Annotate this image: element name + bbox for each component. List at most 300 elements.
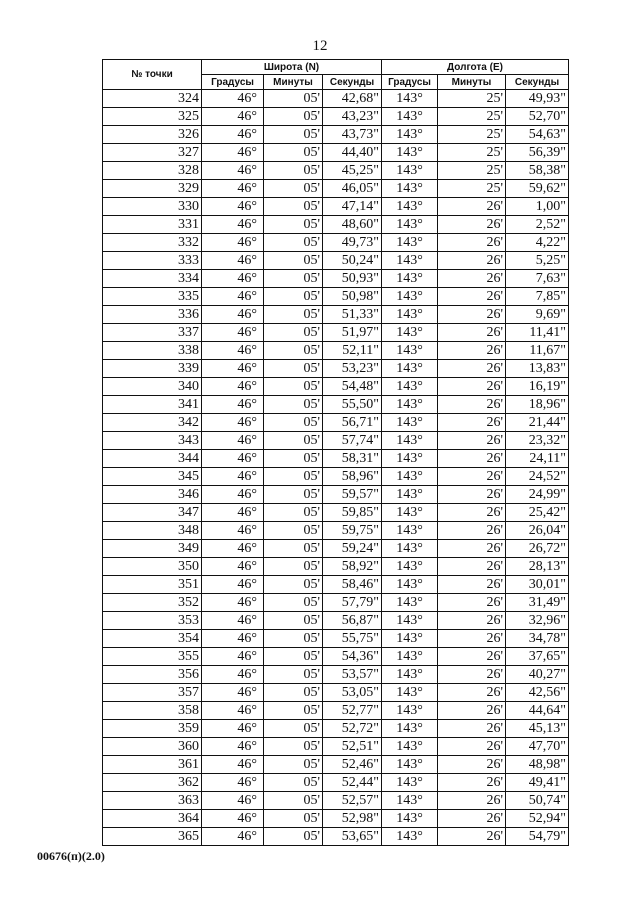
latitude-minutes-cell: 05' [264, 828, 323, 846]
latitude-seconds-cell: 43,73" [323, 126, 382, 144]
longitude-seconds-cell: 30,01" [506, 576, 569, 594]
latitude-minutes-cell: 05' [264, 468, 323, 486]
longitude-degrees-cell: 143° [382, 108, 438, 126]
latitude-minutes-cell: 05' [264, 504, 323, 522]
latitude-degrees-cell: 46° [202, 108, 264, 126]
latitude-seconds-cell: 50,93" [323, 270, 382, 288]
point-number-header: № точки [103, 60, 202, 90]
latitude-minutes-cell: 05' [264, 630, 323, 648]
table-row [103, 630, 569, 648]
latitude-degrees-cell: 46° [202, 630, 264, 648]
latitude-degrees-cell: 46° [202, 468, 264, 486]
longitude-seconds-cell: 23,32" [506, 432, 569, 450]
table-row [103, 234, 569, 252]
point-number-cell: 329 [103, 180, 202, 198]
latitude-minutes-cell: 05' [264, 792, 323, 810]
point-number-cell: 363 [103, 792, 202, 810]
longitude-seconds-cell: 48,98" [506, 756, 569, 774]
table-row [103, 702, 569, 720]
longitude-minutes-cell: 26' [438, 450, 506, 468]
longitude-minutes-cell: 26' [438, 702, 506, 720]
longitude-minutes-cell: 26' [438, 378, 506, 396]
latitude-minutes-cell: 05' [264, 162, 323, 180]
longitude-seconds-cell: 7,85" [506, 288, 569, 306]
longitude-degrees-cell: 143° [382, 558, 438, 576]
longitude-seconds-cell: 49,93" [506, 90, 569, 108]
point-number-cell: 341 [103, 396, 202, 414]
latitude-minutes-cell: 05' [264, 396, 323, 414]
longitude-seconds-cell: 54,79" [506, 828, 569, 846]
longitude-minutes-cell: 26' [438, 684, 506, 702]
longitude-minutes-cell: 26' [438, 306, 506, 324]
longitude-degrees-cell: 143° [382, 198, 438, 216]
longitude-minutes-cell: 26' [438, 648, 506, 666]
longitude-degrees-cell: 143° [382, 126, 438, 144]
latitude-degrees-cell: 46° [202, 360, 264, 378]
latitude-degrees-cell: 46° [202, 558, 264, 576]
table-row [103, 558, 569, 576]
table-row [103, 396, 569, 414]
latitude-minutes-cell: 05' [264, 432, 323, 450]
latitude-degrees-cell: 46° [202, 126, 264, 144]
table-row [103, 720, 569, 738]
longitude-seconds-cell: 5,25" [506, 252, 569, 270]
longitude-seconds-cell: 24,99" [506, 486, 569, 504]
longitude-degrees-cell: 143° [382, 252, 438, 270]
point-number-cell: 349 [103, 540, 202, 558]
latitude-degrees-cell: 46° [202, 612, 264, 630]
latitude-degrees-cell: 46° [202, 594, 264, 612]
longitude-seconds-cell: 52,94" [506, 810, 569, 828]
longitude-seconds-cell: 40,27" [506, 666, 569, 684]
table-row [103, 90, 569, 108]
latitude-degrees-cell: 46° [202, 720, 264, 738]
point-number-cell: 332 [103, 234, 202, 252]
table-row [103, 594, 569, 612]
longitude-degrees-cell: 143° [382, 270, 438, 288]
table-row [103, 468, 569, 486]
longitude-minutes-cell: 25' [438, 144, 506, 162]
point-number-cell: 328 [103, 162, 202, 180]
latitude-seconds-cell: 43,23" [323, 108, 382, 126]
latitude-minutes-header: Минуты [264, 75, 323, 90]
latitude-seconds-cell: 52,44" [323, 774, 382, 792]
latitude-minutes-cell: 05' [264, 360, 323, 378]
longitude-minutes-cell: 26' [438, 792, 506, 810]
longitude-seconds-cell: 37,65" [506, 648, 569, 666]
longitude-degrees-cell: 143° [382, 216, 438, 234]
table-row [103, 666, 569, 684]
latitude-degrees-cell: 46° [202, 522, 264, 540]
longitude-seconds-cell: 58,38" [506, 162, 569, 180]
longitude-seconds-cell: 52,70" [506, 108, 569, 126]
latitude-minutes-cell: 05' [264, 648, 323, 666]
longitude-seconds-cell: 16,19" [506, 378, 569, 396]
point-number-cell: 362 [103, 774, 202, 792]
latitude-degrees-cell: 46° [202, 144, 264, 162]
longitude-seconds-cell: 2,52" [506, 216, 569, 234]
latitude-minutes-cell: 05' [264, 144, 323, 162]
latitude-degrees-cell: 46° [202, 738, 264, 756]
point-number-cell: 354 [103, 630, 202, 648]
longitude-seconds-cell: 59,62" [506, 180, 569, 198]
point-number-cell: 330 [103, 198, 202, 216]
latitude-degrees-cell: 46° [202, 414, 264, 432]
table-row [103, 648, 569, 666]
latitude-seconds-cell: 47,14" [323, 198, 382, 216]
table-row [103, 342, 569, 360]
point-number-cell: 359 [103, 720, 202, 738]
point-number-cell: 333 [103, 252, 202, 270]
longitude-degrees-cell: 143° [382, 648, 438, 666]
latitude-minutes-cell: 05' [264, 288, 323, 306]
longitude-minutes-cell: 26' [438, 720, 506, 738]
longitude-degrees-cell: 143° [382, 738, 438, 756]
longitude-seconds-cell: 31,49" [506, 594, 569, 612]
table-row [103, 432, 569, 450]
table-row [103, 540, 569, 558]
longitude-minutes-cell: 25' [438, 90, 506, 108]
longitude-seconds-cell: 21,44" [506, 414, 569, 432]
point-number-cell: 331 [103, 216, 202, 234]
latitude-minutes-cell: 05' [264, 774, 323, 792]
longitude-degrees-header: Градусы [382, 75, 438, 90]
latitude-degrees-cell: 46° [202, 306, 264, 324]
longitude-minutes-cell: 26' [438, 324, 506, 342]
latitude-seconds-cell: 55,75" [323, 630, 382, 648]
point-number-cell: 347 [103, 504, 202, 522]
longitude-degrees-cell: 143° [382, 396, 438, 414]
latitude-seconds-cell: 52,46" [323, 756, 382, 774]
longitude-minutes-cell: 26' [438, 360, 506, 378]
longitude-seconds-cell: 26,04" [506, 522, 569, 540]
latitude-seconds-cell: 57,79" [323, 594, 382, 612]
latitude-degrees-cell: 46° [202, 450, 264, 468]
longitude-minutes-cell: 26' [438, 414, 506, 432]
longitude-degrees-cell: 143° [382, 540, 438, 558]
point-number-cell: 326 [103, 126, 202, 144]
table-row [103, 504, 569, 522]
table-row [103, 108, 569, 126]
point-number-cell: 334 [103, 270, 202, 288]
table-row [103, 450, 569, 468]
longitude-minutes-cell: 26' [438, 576, 506, 594]
point-number-cell: 327 [103, 144, 202, 162]
latitude-seconds-cell: 58,92" [323, 558, 382, 576]
point-number-cell: 365 [103, 828, 202, 846]
longitude-degrees-cell: 143° [382, 792, 438, 810]
latitude-seconds-header: Секунды [323, 75, 382, 90]
latitude-degrees-cell: 46° [202, 810, 264, 828]
longitude-minutes-cell: 26' [438, 396, 506, 414]
latitude-seconds-cell: 44,40" [323, 144, 382, 162]
longitude-minutes-cell: 25' [438, 126, 506, 144]
table-row [103, 810, 569, 828]
longitude-degrees-cell: 143° [382, 90, 438, 108]
latitude-degrees-cell: 46° [202, 828, 264, 846]
longitude-seconds-cell: 45,13" [506, 720, 569, 738]
latitude-degrees-cell: 46° [202, 180, 264, 198]
table-row [103, 324, 569, 342]
longitude-degrees-cell: 143° [382, 378, 438, 396]
point-number-cell: 335 [103, 288, 202, 306]
latitude-degrees-cell: 46° [202, 216, 264, 234]
latitude-seconds-cell: 51,97" [323, 324, 382, 342]
latitude-degrees-cell: 46° [202, 486, 264, 504]
longitude-minutes-cell: 26' [438, 522, 506, 540]
latitude-minutes-cell: 05' [264, 252, 323, 270]
latitude-minutes-cell: 05' [264, 180, 323, 198]
point-number-cell: 351 [103, 576, 202, 594]
longitude-seconds-cell: 7,63" [506, 270, 569, 288]
latitude-seconds-cell: 50,98" [323, 288, 382, 306]
longitude-minutes-cell: 26' [438, 810, 506, 828]
latitude-seconds-cell: 53,57" [323, 666, 382, 684]
latitude-seconds-cell: 57,74" [323, 432, 382, 450]
point-number-cell: 336 [103, 306, 202, 324]
point-number-cell: 358 [103, 702, 202, 720]
longitude-seconds-cell: 50,74" [506, 792, 569, 810]
latitude-minutes-cell: 05' [264, 90, 323, 108]
table-row [103, 162, 569, 180]
latitude-minutes-cell: 05' [264, 666, 323, 684]
latitude-minutes-cell: 05' [264, 126, 323, 144]
table-row [103, 216, 569, 234]
latitude-minutes-cell: 05' [264, 810, 323, 828]
longitude-degrees-cell: 143° [382, 288, 438, 306]
latitude-minutes-cell: 05' [264, 270, 323, 288]
latitude-minutes-cell: 05' [264, 702, 323, 720]
longitude-minutes-cell: 26' [438, 468, 506, 486]
longitude-degrees-cell: 143° [382, 576, 438, 594]
point-number-cell: 356 [103, 666, 202, 684]
latitude-seconds-cell: 58,96" [323, 468, 382, 486]
latitude-seconds-cell: 52,11" [323, 342, 382, 360]
longitude-degrees-cell: 143° [382, 162, 438, 180]
latitude-degrees-cell: 46° [202, 774, 264, 792]
latitude-seconds-cell: 46,05" [323, 180, 382, 198]
table-row [103, 828, 569, 846]
longitude-degrees-cell: 143° [382, 450, 438, 468]
point-number-cell: 346 [103, 486, 202, 504]
longitude-seconds-cell: 34,78" [506, 630, 569, 648]
latitude-seconds-cell: 48,60" [323, 216, 382, 234]
longitude-minutes-cell: 25' [438, 180, 506, 198]
latitude-degrees-cell: 46° [202, 756, 264, 774]
latitude-seconds-cell: 49,73" [323, 234, 382, 252]
latitude-seconds-cell: 58,31" [323, 450, 382, 468]
longitude-seconds-cell: 44,64" [506, 702, 569, 720]
table-body [103, 90, 569, 846]
table-row [103, 378, 569, 396]
point-number-cell: 337 [103, 324, 202, 342]
latitude-seconds-cell: 45,25" [323, 162, 382, 180]
table-header [103, 60, 569, 90]
point-number-cell: 353 [103, 612, 202, 630]
latitude-degrees-cell: 46° [202, 252, 264, 270]
latitude-minutes-cell: 05' [264, 738, 323, 756]
latitude-degrees-cell: 46° [202, 396, 264, 414]
latitude-seconds-cell: 50,24" [323, 252, 382, 270]
longitude-degrees-cell: 143° [382, 144, 438, 162]
latitude-minutes-cell: 05' [264, 306, 323, 324]
longitude-minutes-cell: 26' [438, 486, 506, 504]
longitude-seconds-cell: 4,22" [506, 234, 569, 252]
point-number-cell: 360 [103, 738, 202, 756]
latitude-degrees-cell: 46° [202, 504, 264, 522]
point-number-cell: 344 [103, 450, 202, 468]
latitude-degrees-header: Градусы [202, 75, 264, 90]
latitude-minutes-cell: 05' [264, 756, 323, 774]
latitude-degrees-cell: 46° [202, 288, 264, 306]
longitude-seconds-cell: 24,11" [506, 450, 569, 468]
latitude-minutes-cell: 05' [264, 234, 323, 252]
latitude-minutes-cell: 05' [264, 540, 323, 558]
longitude-degrees-cell: 143° [382, 666, 438, 684]
longitude-minutes-cell: 26' [438, 198, 506, 216]
latitude-minutes-cell: 05' [264, 486, 323, 504]
longitude-minutes-cell: 25' [438, 162, 506, 180]
point-number-cell: 339 [103, 360, 202, 378]
latitude-minutes-cell: 05' [264, 612, 323, 630]
table-row [103, 756, 569, 774]
table-row [103, 576, 569, 594]
longitude-seconds-cell: 11,41" [506, 324, 569, 342]
longitude-degrees-cell: 143° [382, 522, 438, 540]
latitude-minutes-cell: 05' [264, 594, 323, 612]
latitude-seconds-cell: 59,24" [323, 540, 382, 558]
point-number-cell: 350 [103, 558, 202, 576]
latitude-seconds-cell: 59,85" [323, 504, 382, 522]
latitude-seconds-cell: 54,48" [323, 378, 382, 396]
longitude-minutes-header: Минуты [438, 75, 506, 90]
longitude-seconds-cell: 54,63" [506, 126, 569, 144]
document-code: 00676(п)(2.0) [37, 849, 105, 863]
longitude-minutes-cell: 26' [438, 594, 506, 612]
latitude-degrees-cell: 46° [202, 198, 264, 216]
latitude-seconds-cell: 53,05" [323, 684, 382, 702]
longitude-seconds-cell: 24,52" [506, 468, 569, 486]
longitude-minutes-cell: 26' [438, 828, 506, 846]
latitude-degrees-cell: 46° [202, 576, 264, 594]
longitude-degrees-cell: 143° [382, 702, 438, 720]
longitude-minutes-cell: 26' [438, 216, 506, 234]
point-number-cell: 357 [103, 684, 202, 702]
table-row [103, 414, 569, 432]
latitude-minutes-cell: 05' [264, 108, 323, 126]
longitude-minutes-cell: 26' [438, 630, 506, 648]
latitude-seconds-cell: 52,57" [323, 792, 382, 810]
longitude-minutes-cell: 26' [438, 666, 506, 684]
latitude-degrees-cell: 46° [202, 792, 264, 810]
point-number-cell: 345 [103, 468, 202, 486]
longitude-degrees-cell: 143° [382, 234, 438, 252]
point-number-cell: 348 [103, 522, 202, 540]
latitude-minutes-cell: 05' [264, 342, 323, 360]
longitude-degrees-cell: 143° [382, 306, 438, 324]
table-row [103, 252, 569, 270]
latitude-degrees-cell: 46° [202, 702, 264, 720]
latitude-degrees-cell: 46° [202, 324, 264, 342]
latitude-degrees-cell: 46° [202, 162, 264, 180]
longitude-degrees-cell: 143° [382, 828, 438, 846]
longitude-minutes-cell: 26' [438, 288, 506, 306]
table-row [103, 306, 569, 324]
latitude-degrees-cell: 46° [202, 540, 264, 558]
table-row [103, 180, 569, 198]
table-row [103, 126, 569, 144]
latitude-seconds-cell: 53,65" [323, 828, 382, 846]
table-row [103, 198, 569, 216]
longitude-seconds-cell: 28,13" [506, 558, 569, 576]
table-row [103, 360, 569, 378]
longitude-minutes-cell: 26' [438, 738, 506, 756]
latitude-degrees-cell: 46° [202, 234, 264, 252]
latitude-minutes-cell: 05' [264, 198, 323, 216]
table-row [103, 270, 569, 288]
latitude-seconds-cell: 59,57" [323, 486, 382, 504]
latitude-degrees-cell: 46° [202, 432, 264, 450]
longitude-degrees-cell: 143° [382, 342, 438, 360]
longitude-degrees-cell: 143° [382, 810, 438, 828]
longitude-degrees-cell: 143° [382, 180, 438, 198]
latitude-minutes-cell: 05' [264, 378, 323, 396]
latitude-minutes-cell: 05' [264, 522, 323, 540]
point-number-cell: 338 [103, 342, 202, 360]
longitude-minutes-cell: 26' [438, 270, 506, 288]
longitude-header: Долгота (E) [382, 60, 569, 75]
longitude-degrees-cell: 143° [382, 684, 438, 702]
latitude-seconds-cell: 42,68" [323, 90, 382, 108]
latitude-minutes-cell: 05' [264, 558, 323, 576]
latitude-seconds-cell: 54,36" [323, 648, 382, 666]
longitude-degrees-cell: 143° [382, 486, 438, 504]
point-number-cell: 340 [103, 378, 202, 396]
latitude-minutes-cell: 05' [264, 324, 323, 342]
table-row [103, 738, 569, 756]
latitude-degrees-cell: 46° [202, 270, 264, 288]
longitude-degrees-cell: 143° [382, 432, 438, 450]
point-number-cell: 324 [103, 90, 202, 108]
point-number-cell: 364 [103, 810, 202, 828]
longitude-seconds-cell: 25,42" [506, 504, 569, 522]
latitude-seconds-cell: 52,72" [323, 720, 382, 738]
latitude-seconds-cell: 55,50" [323, 396, 382, 414]
latitude-seconds-cell: 52,51" [323, 738, 382, 756]
longitude-degrees-cell: 143° [382, 468, 438, 486]
latitude-minutes-cell: 05' [264, 450, 323, 468]
latitude-degrees-cell: 46° [202, 90, 264, 108]
latitude-degrees-cell: 46° [202, 378, 264, 396]
longitude-minutes-cell: 26' [438, 774, 506, 792]
latitude-degrees-cell: 46° [202, 648, 264, 666]
longitude-seconds-cell: 13,83" [506, 360, 569, 378]
latitude-seconds-cell: 56,87" [323, 612, 382, 630]
longitude-minutes-cell: 26' [438, 540, 506, 558]
latitude-minutes-cell: 05' [264, 216, 323, 234]
point-number-cell: 355 [103, 648, 202, 666]
latitude-degrees-cell: 46° [202, 666, 264, 684]
longitude-degrees-cell: 143° [382, 594, 438, 612]
point-number-cell: 361 [103, 756, 202, 774]
longitude-degrees-cell: 143° [382, 414, 438, 432]
latitude-seconds-cell: 52,77" [323, 702, 382, 720]
latitude-seconds-cell: 56,71" [323, 414, 382, 432]
longitude-minutes-cell: 26' [438, 612, 506, 630]
point-number-cell: 325 [103, 108, 202, 126]
table-row [103, 792, 569, 810]
point-number-cell: 352 [103, 594, 202, 612]
